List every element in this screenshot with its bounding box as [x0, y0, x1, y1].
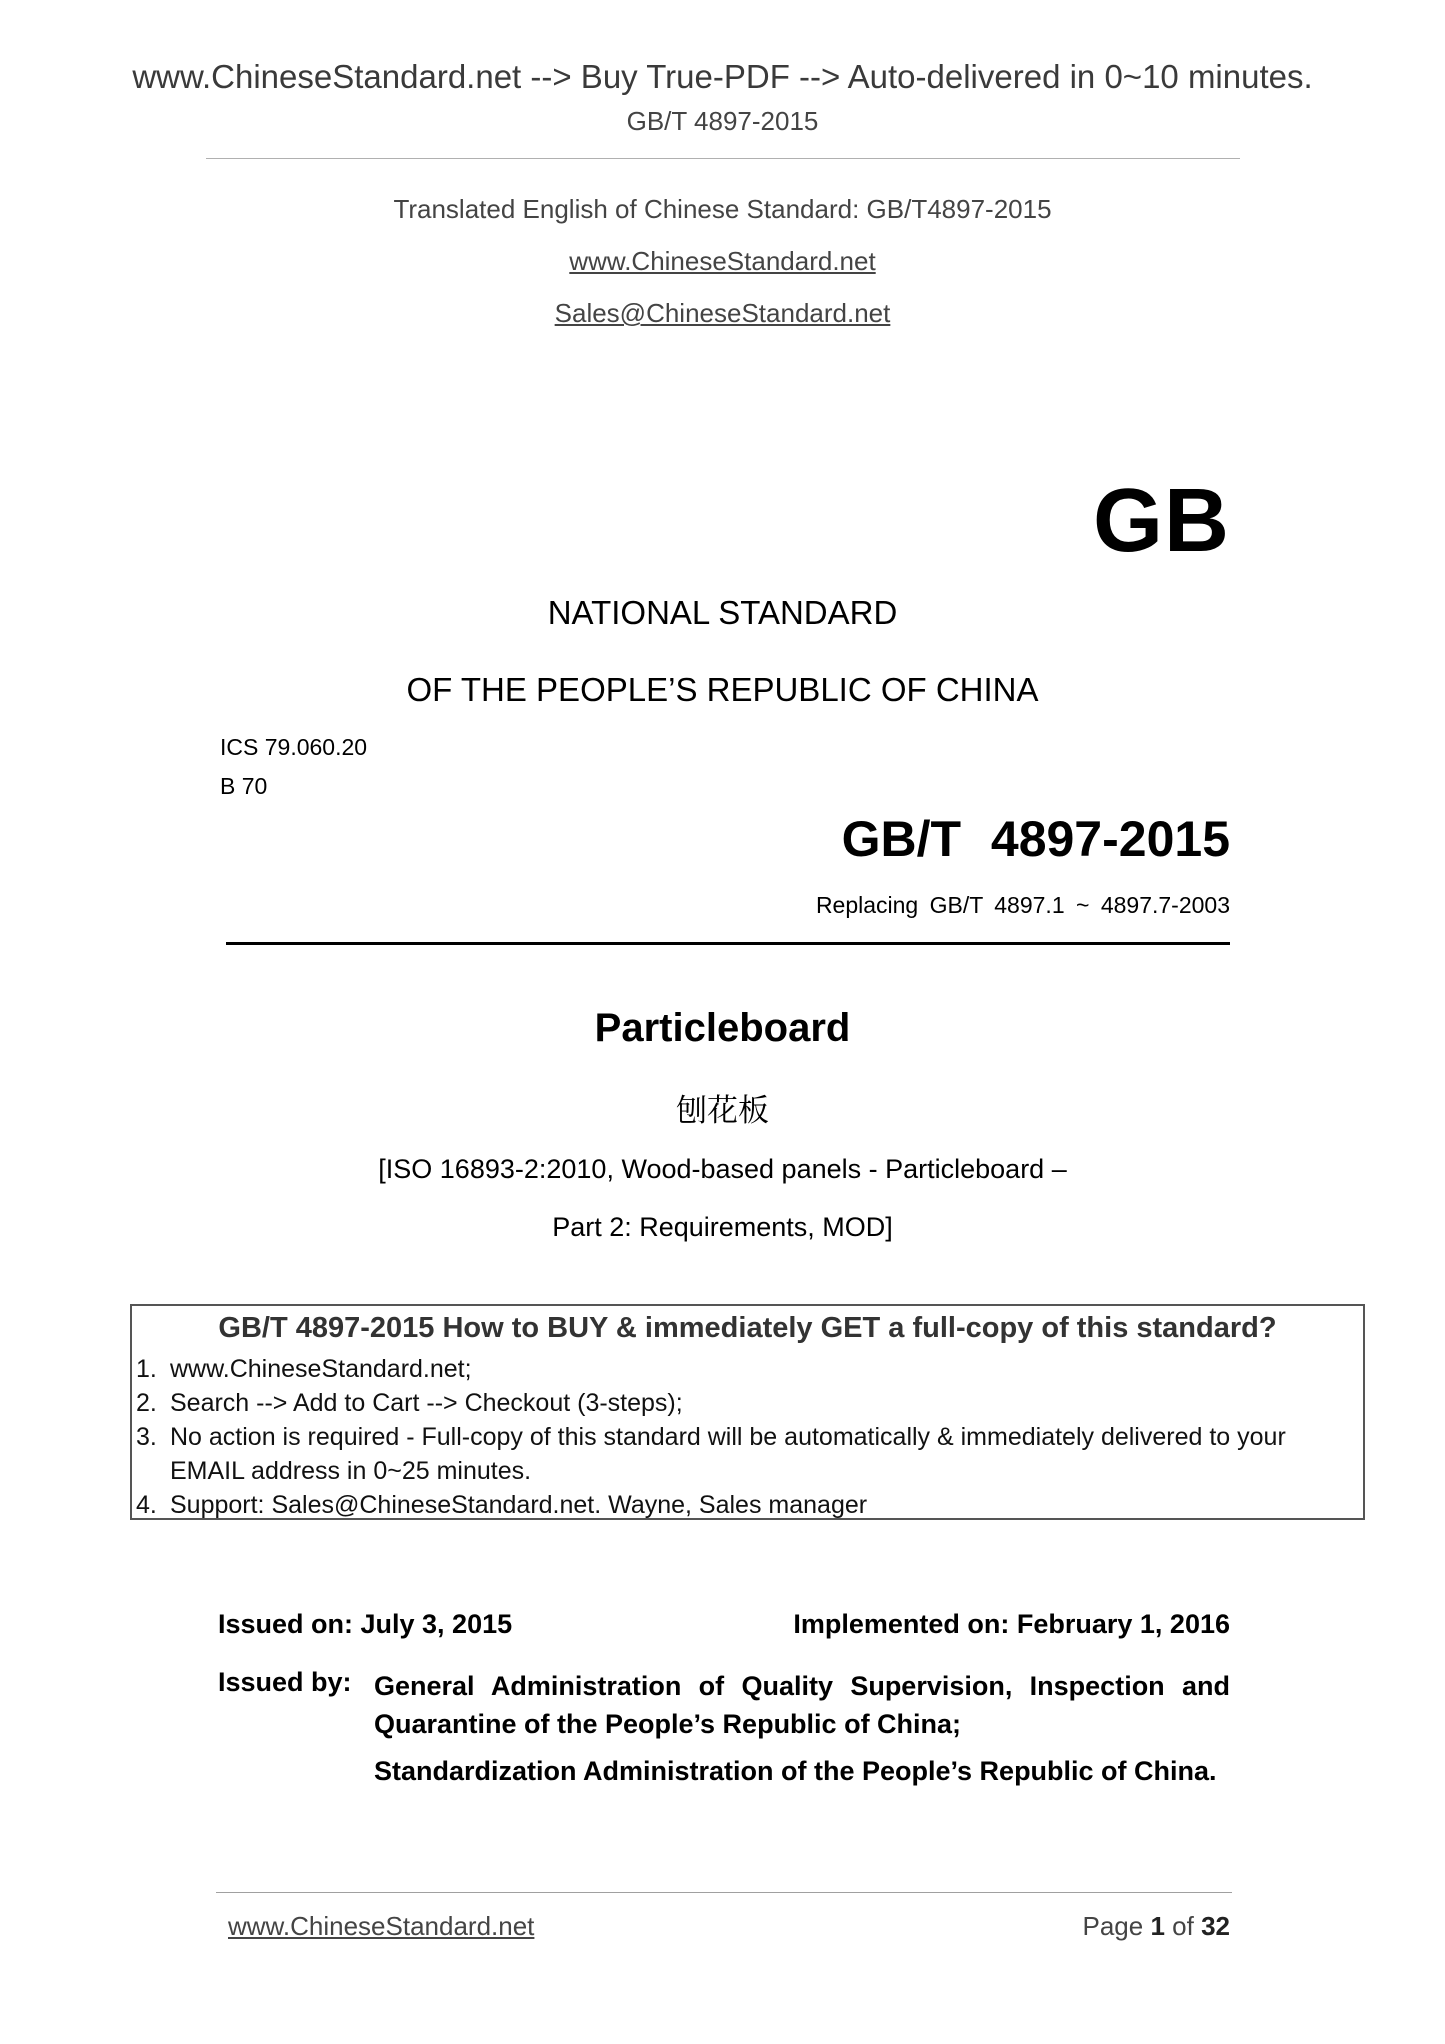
step-text: Support: Sales@ChineseStandard.net. Wayne, Sales manager: [170, 1491, 868, 1519]
step-text: No action is required - Full-copy of this standard will be automatically & immediately delivered to your EMAIL address in 0~25 minutes.: [170, 1423, 1286, 1485]
issuer-secondary: Standardization Administration of the People’s Republic of China.: [374, 1756, 1217, 1786]
step-number: 4.: [136, 1491, 157, 1519]
website-link-row: [0, 246, 1445, 277]
national-standard-heading: NATIONAL STANDARD: [547, 594, 898, 631]
purchase-box-title: GB/T 4897-2015 How to BUY & immediately GET a full-copy of this standard?: [218, 1312, 1277, 1344]
header-banner: www.ChineseStandard.net --> Buy True-PDF --> Auto-delivered in 0~10 minutes.: [132, 58, 1313, 95]
iso-reference-line1: [ISO 16893-2:2010, Wood-based panels - Particleboard –: [378, 1154, 1067, 1184]
page-current: 1: [1150, 1911, 1165, 1941]
issuer-primary: General Administration of Quality Supervision, Inspection and Quarantine of the People’s Republic of China;: [374, 1671, 1230, 1739]
document-title-chinese: 刨花板: [676, 1093, 769, 1129]
footer-divider: [216, 1892, 1232, 1893]
ccs-code: B 70: [220, 773, 268, 799]
issued-by-label: Issued by:: [218, 1667, 352, 1697]
purchase-step: [136, 1352, 1350, 1386]
page-prefix: Page: [1082, 1911, 1144, 1941]
step-number: 1.: [136, 1355, 157, 1383]
sales-email-link[interactable]: Sales@ChineseStandard.net: [554, 298, 891, 328]
national-standard-subheading: OF THE PEOPLE’S REPUBLIC OF CHINA: [406, 671, 1039, 708]
gb-logo: GB: [1093, 471, 1230, 571]
step-number: 2.: [136, 1389, 157, 1417]
email-link-row: [0, 298, 1445, 329]
issued-on-date: Issued on: July 3, 2015: [218, 1609, 513, 1639]
document-title: Particleboard: [594, 1006, 851, 1050]
iso-reference-line2: Part 2: Requirements, MOD]: [552, 1212, 893, 1242]
implemented-on-date: Implemented on: February 1, 2016: [793, 1609, 1230, 1639]
footer-website-link[interactable]: www.ChineseStandard.net: [228, 1911, 535, 1941]
website-link[interactable]: www.ChineseStandard.net: [569, 246, 876, 276]
standard-number: GB/T 4897-2015: [841, 811, 1230, 867]
purchase-step: [136, 1386, 1350, 1420]
translated-notice: Translated English of Chinese Standard: GB/T4897-2015: [393, 194, 1052, 224]
page-of: of: [1172, 1911, 1194, 1941]
purchase-step: [136, 1420, 1350, 1488]
purchase-step: [136, 1488, 1350, 1522]
step-text: www.ChineseStandard.net;: [170, 1355, 472, 1383]
title-divider: [226, 942, 1230, 945]
ics-code: ICS 79.060.20: [220, 734, 368, 760]
step-text: Search --> Add to Cart --> Checkout (3-steps);: [170, 1389, 683, 1417]
header-divider: [206, 158, 1240, 159]
page-indicator: [1082, 1911, 1230, 1942]
header-standard-code: GB/T 4897-2015: [626, 106, 819, 136]
replacing-note: Replacing GB/T 4897.1 ~ 4897.7-2003: [815, 892, 1230, 918]
page-total: 32: [1201, 1911, 1230, 1941]
purchase-info-box: [130, 1304, 1365, 1520]
purchase-steps-list: [136, 1352, 1350, 1522]
step-number: 3.: [136, 1423, 157, 1451]
